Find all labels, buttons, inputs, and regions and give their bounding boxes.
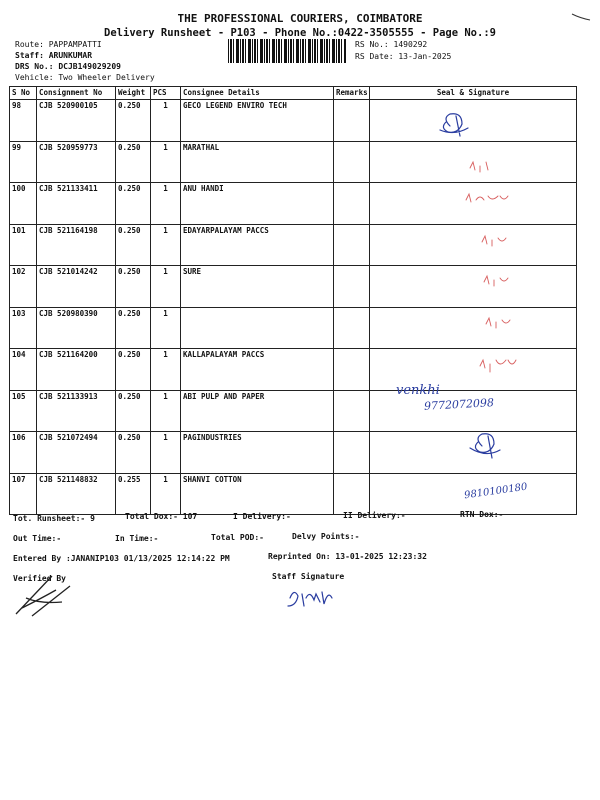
- vehicle-label: Vehicle: Two Wheeler Delivery: [15, 73, 155, 82]
- total-pod: Total POD:-: [211, 533, 264, 542]
- signature-mark-102: [484, 276, 508, 286]
- consignee-cell: ABI PULP AND PAPER: [181, 390, 334, 432]
- ii-delivery: II Delivery:-: [343, 511, 406, 520]
- sno-cell: 101: [10, 224, 37, 266]
- col-header-pcs: PCS: [151, 87, 181, 100]
- col-header-signature: Seal & Signature: [370, 87, 577, 100]
- signature-mark-100: [466, 194, 508, 202]
- handwritten-phone-2: 9810100180: [463, 481, 529, 502]
- consignee-cell: [181, 307, 334, 349]
- col-header-consignee: Consignee Details: [181, 87, 334, 100]
- weight-cell: 0.250: [116, 100, 151, 142]
- sno-cell: 98: [10, 100, 37, 142]
- consignment-cell: CJB 521014242: [37, 266, 116, 308]
- col-header-weight: Weight: [116, 87, 151, 100]
- tot-runsheet: Tot. Runsheet:- 9: [13, 514, 95, 523]
- signature-overlay: [370, 96, 576, 506]
- consignee-cell: EDAYARPALAYAM PACCS: [181, 224, 334, 266]
- pcs-cell: 1: [151, 100, 181, 142]
- i-delivery: I Delivery:-: [233, 512, 291, 521]
- consignment-cell: CJB 521133411: [37, 183, 116, 225]
- pcs-cell: 1: [151, 266, 181, 308]
- handwritten-name: venkhi: [396, 383, 440, 398]
- pcs-cell: 1: [151, 432, 181, 474]
- remarks-cell: [334, 473, 370, 515]
- col-header-consignment: Consignment No: [37, 87, 116, 100]
- consignee-cell: PAGINDUSTRIES: [181, 432, 334, 474]
- sno-cell: 99: [10, 141, 37, 183]
- weight-cell: 0.250: [116, 349, 151, 391]
- remarks-cell: [334, 183, 370, 225]
- in-time: In Time:-: [115, 534, 159, 543]
- weight-cell: 0.250: [116, 183, 151, 225]
- route-label: Route: PAPPAMPATTI: [15, 40, 102, 49]
- signature-mark-103: [486, 318, 510, 328]
- consignee-cell: SHANVI COTTON: [181, 473, 334, 515]
- pcs-cell: 1: [151, 349, 181, 391]
- delvy-points: Delvy Points:-: [292, 532, 360, 541]
- weight-cell: 0.250: [116, 141, 151, 183]
- consignment-cell: CJB 521164198: [37, 224, 116, 266]
- consignment-cell: CJB 520900105: [37, 100, 116, 142]
- sno-cell: 107: [10, 473, 37, 515]
- pcs-cell: 1: [151, 473, 181, 515]
- total-dox: Total Dox:- 107: [125, 512, 198, 521]
- consignment-cell: CJB 521148832: [37, 473, 116, 515]
- remarks-cell: [334, 224, 370, 266]
- consignment-cell: CJB 521164200: [37, 349, 116, 391]
- weight-cell: 0.250: [116, 390, 151, 432]
- remarks-cell: [334, 266, 370, 308]
- signature-mark-99: [470, 162, 488, 172]
- weight-cell: 0.255: [116, 473, 151, 515]
- entered-by: Entered By :JANANIP103 01/13/2025 12:14:22 PM: [13, 554, 230, 563]
- drs-number: DRS No.: DCJB149029209: [15, 62, 121, 71]
- verified-by-label: Verified By: [13, 574, 66, 583]
- sno-cell: 106: [10, 432, 37, 474]
- consignee-cell: MARATHAL: [181, 141, 334, 183]
- sno-cell: 102: [10, 266, 37, 308]
- out-time: Out Time:-: [13, 534, 62, 543]
- consignee-cell: SURE: [181, 266, 334, 308]
- consignee-cell: ANU HANDI: [181, 183, 334, 225]
- weight-cell: 0.250: [116, 432, 151, 474]
- pcs-cell: 1: [151, 141, 181, 183]
- rs-number: RS No.: 1490292: [355, 40, 428, 49]
- pcs-cell: 1: [151, 183, 181, 225]
- handwritten-phone: 9772072098: [423, 396, 495, 413]
- pcs-cell: 1: [151, 224, 181, 266]
- remarks-cell: [334, 390, 370, 432]
- signature-scribble-106: [470, 434, 500, 458]
- consignment-cell: CJB 520980390: [37, 307, 116, 349]
- col-header-sno: S No: [10, 87, 37, 100]
- signature-mark-101: [482, 236, 506, 246]
- col-header-remarks: Remarks: [334, 87, 370, 100]
- verified-signature: [12, 568, 82, 620]
- staff-signature-label: Staff Signature: [272, 572, 345, 581]
- consignment-cell: CJB 521133913: [37, 390, 116, 432]
- pen-mark-icon: [570, 10, 592, 24]
- remarks-cell: [334, 307, 370, 349]
- weight-cell: 0.250: [116, 224, 151, 266]
- sno-cell: 105: [10, 390, 37, 432]
- reprinted-on: Reprinted On: 13-01-2025 12:23:32: [268, 552, 427, 561]
- pcs-cell: 1: [151, 307, 181, 349]
- signature-scribble-98: [440, 114, 468, 136]
- staff-label: Staff: ARUNKUMAR: [15, 51, 93, 60]
- consignment-cell: CJB 521072494: [37, 432, 116, 474]
- signature-mark-104: [480, 360, 516, 372]
- remarks-cell: [334, 432, 370, 474]
- rs-date: RS Date: 13-Jan-2025: [355, 52, 452, 61]
- consignee-cell: KALLAPALAYAM PACCS: [181, 349, 334, 391]
- weight-cell: 0.250: [116, 266, 151, 308]
- document-title: THE PROFESSIONAL COURIERS, COIMBATORE: [177, 12, 423, 25]
- staff-signature: [284, 584, 348, 612]
- consignment-cell: CJB 520959773: [37, 141, 116, 183]
- sno-cell: 100: [10, 183, 37, 225]
- sno-cell: 104: [10, 349, 37, 391]
- consignee-cell: GECO LEGEND ENVIRO TECH: [181, 100, 334, 142]
- sno-cell: 103: [10, 307, 37, 349]
- remarks-cell: [334, 141, 370, 183]
- pcs-cell: 1: [151, 390, 181, 432]
- document-subtitle: Delivery Runsheet - P103 - Phone No.:0422-3505555 - Page No.:9: [104, 27, 496, 39]
- remarks-cell: [334, 349, 370, 391]
- weight-cell: 0.250: [116, 307, 151, 349]
- remarks-cell: [334, 100, 370, 142]
- rtn-dox: RTN Dox:-: [460, 510, 504, 519]
- barcode: [228, 39, 346, 63]
